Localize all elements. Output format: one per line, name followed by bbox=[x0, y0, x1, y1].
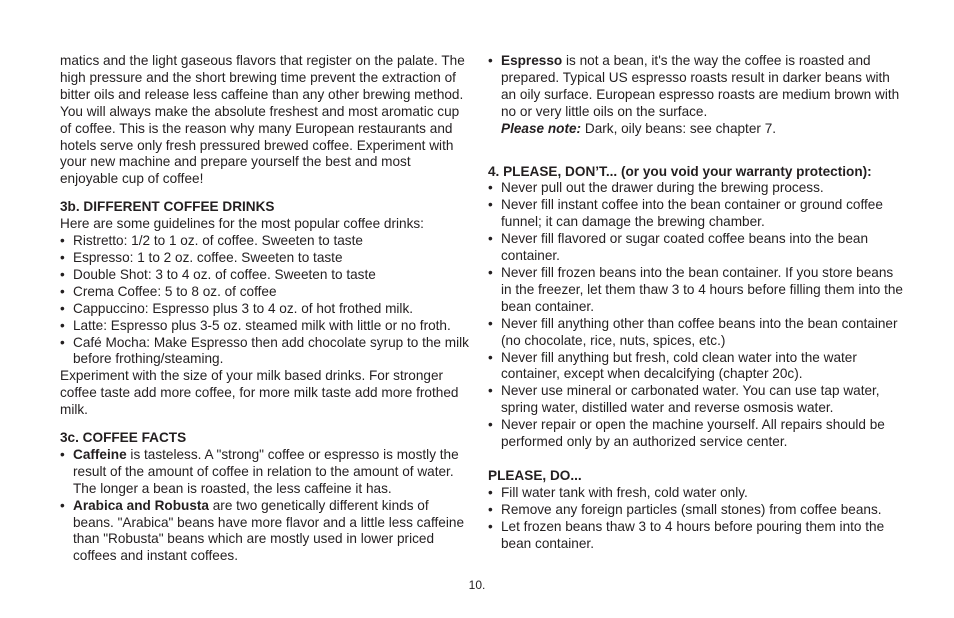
list-item bbox=[488, 53, 906, 138]
list-item: • Never fill anything other than coffee beans into the bean container (no chocolate, rice, nuts, spices, etc.) bbox=[488, 315, 898, 348]
dont-heading: 4. PLEASE, DON’T... (or you void your warranty protection): bbox=[488, 163, 872, 179]
bullet-icon: • bbox=[488, 264, 493, 280]
list-item: • Never fill frozen beans into the bean container. If you store beans in the freezer, let them thaw 3 to 4 hours before filling them into the bean container. bbox=[488, 264, 903, 314]
bullet-icon: • bbox=[488, 417, 493, 433]
list-item: • Never fill flavored or sugar coated coffee beans into the bean container. bbox=[488, 231, 869, 264]
note-label: Please note: bbox=[501, 120, 582, 136]
bullet-icon: • bbox=[488, 315, 493, 331]
bullet-icon: • bbox=[488, 231, 493, 247]
list-item bbox=[60, 498, 470, 566]
do-list bbox=[488, 485, 906, 553]
list-item: • Remove any foreign particles (small stones) from coffee beans. bbox=[488, 501, 882, 517]
bullet-icon: • bbox=[488, 180, 493, 196]
list-item: • Espresso: 1 to 2 oz. coffee. Sweeten to taste bbox=[60, 249, 343, 265]
bullet-icon: • bbox=[60, 497, 65, 513]
bullet-icon: • bbox=[60, 446, 65, 462]
fact-text: are two genetically different kinds of beans. "Arabica" beans have more flavor and a little less caffeine than "Robusta" beans which are mostly used in lower priced coffees and instant coffees. bbox=[73, 497, 465, 564]
dont-list bbox=[488, 180, 906, 451]
list-item: • Double Shot: 3 to 4 oz. of coffee. Sweeten to taste bbox=[60, 266, 376, 282]
bullet-icon: • bbox=[60, 233, 65, 249]
list-item: • Never use mineral or carbonated water. You can use tap water, spring water, distilled water and reverse osmosis water. bbox=[488, 383, 880, 416]
fact-term: Arabica and Robusta bbox=[73, 497, 209, 513]
list-item bbox=[60, 447, 470, 498]
right-column bbox=[488, 53, 906, 552]
bullet-icon: • bbox=[60, 334, 65, 350]
bullet-icon: • bbox=[60, 249, 65, 265]
list-item: • Latte: Espresso plus 3-5 oz. steamed milk with little or no froth. bbox=[60, 317, 451, 333]
list-item: • Ristretto: 1/2 to 1 oz. of coffee. Sweeten to taste bbox=[60, 233, 363, 249]
list-item: • Crema Coffee: 5 to 8 oz. of coffee bbox=[60, 283, 277, 299]
list-item: • Fill water tank with fresh, cold water only. bbox=[488, 484, 748, 500]
bullet-icon: • bbox=[60, 317, 65, 333]
bullet-icon: • bbox=[60, 266, 65, 282]
fact-text: is tasteless. A "strong" coffee or espresso is mostly the result of the amount of coffee in relation to the amount of water. The longer a bean is roasted, the less caffeine it has. bbox=[73, 446, 459, 496]
fact-term: Caffeine bbox=[73, 446, 127, 462]
bullet-icon: • bbox=[488, 484, 493, 500]
drinks-heading: 3b. DIFFERENT COFFEE DRINKS bbox=[60, 199, 275, 215]
left-column bbox=[60, 53, 470, 565]
espresso-term: Espresso bbox=[501, 53, 563, 68]
bullet-icon: • bbox=[60, 300, 65, 316]
list-item: • Never fill anything but fresh, cold clean water into the water container, except when decalcifying (chapter 20c). bbox=[488, 349, 857, 382]
bullet-icon: • bbox=[488, 518, 493, 534]
list-item: • Never fill instant coffee into the bean container or ground coffee funnel; it can damage the brewing chamber. bbox=[488, 197, 883, 230]
do-heading: PLEASE, DO... bbox=[488, 467, 582, 483]
list-item: • Café Mocha: Make Espresso then add chocolate syrup to the milk before frothing/steaming. bbox=[60, 334, 469, 367]
facts-list bbox=[60, 447, 470, 565]
drinks-list bbox=[60, 233, 470, 368]
page-number: 10. bbox=[468, 578, 486, 592]
bullet-icon: • bbox=[488, 53, 493, 68]
espresso-text: is not a bean, it's the way the coffee is roasted and prepared. Typical US espresso roasts result in darker beans with an oily surface. European espresso roasts are medium brown with no or very little oils on the surface. bbox=[501, 53, 900, 119]
drinks-outro: Experiment with the size of your milk based drinks. For stronger coffee taste add more coffee, for more milk taste add more frothed milk. bbox=[60, 368, 459, 418]
bullet-icon: • bbox=[60, 283, 65, 299]
list-item: • Never pull out the drawer during the brewing process. bbox=[488, 180, 824, 196]
espresso-list bbox=[488, 53, 906, 138]
facts-heading: 3c. COFFEE FACTS bbox=[60, 430, 187, 446]
note-text: Dark, oily beans: see chapter 7. bbox=[581, 120, 777, 136]
intro-paragraph: matics and the light gaseous flavors that register on the palate. The high pressure and the short brewing time prevent the extraction of bitter oils and release less caffeine than any other brewing method. You will always make the absolute freshest and most aromatic cup of coffee. This is the reason why many European restaurants and hotels serve only fresh pressured brewed coffee. Experiment with your new machine and prepare yourself the best and most enjoyable cup of coffee! bbox=[60, 53, 465, 187]
bullet-icon: • bbox=[488, 197, 493, 213]
list-item: • Let frozen beans thaw 3 to 4 hours before pouring them into the bean container. bbox=[488, 518, 885, 551]
bullet-icon: • bbox=[488, 383, 493, 399]
bullet-icon: • bbox=[488, 501, 493, 517]
bullet-icon: • bbox=[488, 349, 493, 365]
list-item: • Cappuccino: Espresso plus 3 to 4 oz. of hot frothed milk. bbox=[60, 300, 414, 316]
drinks-intro: Here are some guidelines for the most popular coffee drinks: bbox=[60, 216, 424, 232]
list-item: • Never repair or open the machine yourself. All repairs should be performed only by an authorized service center. bbox=[488, 417, 885, 450]
